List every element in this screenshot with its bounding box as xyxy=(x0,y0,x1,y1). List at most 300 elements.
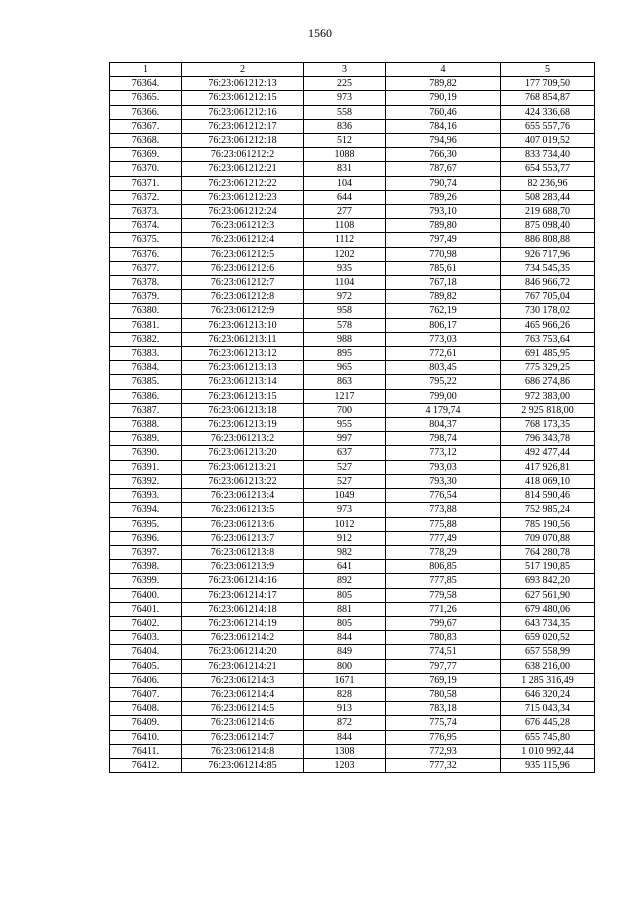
table-cell-col-3: 805 xyxy=(304,616,386,630)
table-cell-col-5: 796 343,78 xyxy=(501,432,595,446)
table-cell-col-5: 691 485,95 xyxy=(501,347,595,361)
table-cell-col-2: 76:23:061212:3 xyxy=(182,219,304,233)
table-cell-col-2: 76:23:061212:2 xyxy=(182,148,304,162)
table-cell-col-2: 76:23:061213:20 xyxy=(182,446,304,460)
table-cell-col-3: 863 xyxy=(304,375,386,389)
table-cell-col-2: 76:23:061214:6 xyxy=(182,716,304,730)
table-cell-col-2: 76:23:061213:12 xyxy=(182,347,304,361)
table-cell-col-4: 766,30 xyxy=(386,148,501,162)
table-cell-col-2: 76:23:061212:24 xyxy=(182,205,304,219)
table-cell-col-4: 776,54 xyxy=(386,489,501,503)
table-cell-col-3: 849 xyxy=(304,645,386,659)
table-cell-col-4: 773,12 xyxy=(386,446,501,460)
table-cell-col-2: 76:23:061213:10 xyxy=(182,318,304,332)
table-cell-col-5: 679 480,06 xyxy=(501,602,595,616)
table-cell-col-4: 793,10 xyxy=(386,205,501,219)
table-cell-col-1: 76370. xyxy=(110,162,182,176)
table-cell-col-5: 638 216,00 xyxy=(501,659,595,673)
table-cell-col-3: 805 xyxy=(304,588,386,602)
table-cell-col-1: 76374. xyxy=(110,219,182,233)
table-cell-col-1: 76386. xyxy=(110,389,182,403)
table-cell-col-1: 76395. xyxy=(110,517,182,531)
table-cell-col-5: 693 842,20 xyxy=(501,574,595,588)
table-cell-col-5: 219 688,70 xyxy=(501,205,595,219)
column-header-1: 1 xyxy=(110,63,182,77)
table-cell-col-3: 644 xyxy=(304,190,386,204)
table-row xyxy=(110,77,595,91)
table-row xyxy=(110,687,595,701)
table-cell-col-3: 828 xyxy=(304,687,386,701)
table-cell-col-1: 76398. xyxy=(110,560,182,574)
table-row xyxy=(110,105,595,119)
table-cell-col-1: 76399. xyxy=(110,574,182,588)
table-cell-col-4: 772,61 xyxy=(386,347,501,361)
table-cell-col-2: 76:23:061212:21 xyxy=(182,162,304,176)
table-cell-col-5: 767 705,04 xyxy=(501,290,595,304)
table-cell-col-2: 76:23:061212:15 xyxy=(182,91,304,105)
table-cell-col-2: 76:23:061214:7 xyxy=(182,730,304,744)
table-cell-col-4: 780,83 xyxy=(386,631,501,645)
table-row xyxy=(110,219,595,233)
table-cell-col-4: 789,82 xyxy=(386,77,501,91)
page-number: 1560 xyxy=(308,26,332,40)
table-cell-col-5: 764 280,78 xyxy=(501,545,595,559)
table-cell-col-5: 654 553,77 xyxy=(501,162,595,176)
table-cell-col-1: 76407. xyxy=(110,687,182,701)
table-cell-col-3: 988 xyxy=(304,332,386,346)
table-cell-col-5: 775 329,25 xyxy=(501,361,595,375)
table-cell-col-2: 76:23:061214:17 xyxy=(182,588,304,602)
table-cell-col-5: 972 383,00 xyxy=(501,389,595,403)
table-row xyxy=(110,517,595,531)
table-row xyxy=(110,702,595,716)
table-row xyxy=(110,730,595,744)
table-cell-col-3: 895 xyxy=(304,347,386,361)
table-cell-col-3: 973 xyxy=(304,91,386,105)
table-cell-col-5: 418 069,10 xyxy=(501,474,595,488)
table-cell-col-5: 465 966,26 xyxy=(501,318,595,332)
table-cell-col-5: 2 925 818,00 xyxy=(501,403,595,417)
table-row xyxy=(110,190,595,204)
table-cell-col-1: 76408. xyxy=(110,702,182,716)
table-cell-col-3: 844 xyxy=(304,631,386,645)
table-cell-col-3: 527 xyxy=(304,474,386,488)
table-cell-col-2: 76:23:061212:23 xyxy=(182,190,304,204)
table-cell-col-4: 799,00 xyxy=(386,389,501,403)
table-row xyxy=(110,276,595,290)
table-row xyxy=(110,474,595,488)
table-cell-col-2: 76:23:061213:6 xyxy=(182,517,304,531)
table-cell-col-5: 517 190,85 xyxy=(501,560,595,574)
table-cell-col-2: 76:23:061214:20 xyxy=(182,645,304,659)
table-cell-col-2: 76:23:061214:5 xyxy=(182,702,304,716)
table-cell-col-1: 76392. xyxy=(110,474,182,488)
table-row xyxy=(110,744,595,758)
table-cell-col-1: 76387. xyxy=(110,403,182,417)
table-cell-col-3: 700 xyxy=(304,403,386,417)
table-cell-col-2: 76:23:061214:16 xyxy=(182,574,304,588)
table-cell-col-3: 512 xyxy=(304,134,386,148)
table-row xyxy=(110,489,595,503)
table-row xyxy=(110,134,595,148)
table-row xyxy=(110,205,595,219)
table-cell-col-3: 913 xyxy=(304,702,386,716)
table-cell-col-5: 407 019,52 xyxy=(501,134,595,148)
table-cell-col-4: 803,45 xyxy=(386,361,501,375)
table-row xyxy=(110,389,595,403)
table-row xyxy=(110,318,595,332)
table-cell-col-4: 795,22 xyxy=(386,375,501,389)
table-cell-col-4: 790,19 xyxy=(386,91,501,105)
table-cell-col-2: 76:23:061212:6 xyxy=(182,261,304,275)
table-cell-col-4: 777,85 xyxy=(386,574,501,588)
column-header-5: 5 xyxy=(501,63,595,77)
table-cell-col-1: 76369. xyxy=(110,148,182,162)
table-cell-col-5: 709 070,88 xyxy=(501,531,595,545)
table-cell-col-1: 76400. xyxy=(110,588,182,602)
table-cell-col-1: 76379. xyxy=(110,290,182,304)
table-cell-col-4: 780,58 xyxy=(386,687,501,701)
table-cell-col-1: 76390. xyxy=(110,446,182,460)
table-cell-col-3: 1202 xyxy=(304,247,386,261)
table-cell-col-2: 76:23:061214:18 xyxy=(182,602,304,616)
table-row xyxy=(110,304,595,318)
table-cell-col-2: 76:23:061213:14 xyxy=(182,375,304,389)
table-cell-col-1: 76401. xyxy=(110,602,182,616)
table-cell-col-1: 76365. xyxy=(110,91,182,105)
table-cell-col-5: 833 734,40 xyxy=(501,148,595,162)
table-row xyxy=(110,361,595,375)
table-cell-col-5: 785 190,56 xyxy=(501,517,595,531)
table-cell-col-3: 831 xyxy=(304,162,386,176)
table-cell-col-1: 76375. xyxy=(110,233,182,247)
table-cell-col-1: 76406. xyxy=(110,673,182,687)
table-row xyxy=(110,91,595,105)
table-body xyxy=(110,77,595,773)
table-row xyxy=(110,574,595,588)
table-cell-col-4: 775,74 xyxy=(386,716,501,730)
table-cell-col-2: 76:23:061214:85 xyxy=(182,758,304,772)
table-cell-col-2: 76:23:061213:8 xyxy=(182,545,304,559)
table-cell-col-1: 76366. xyxy=(110,105,182,119)
table-row xyxy=(110,588,595,602)
table-cell-col-4: 804,37 xyxy=(386,418,501,432)
table-row xyxy=(110,531,595,545)
table-cell-col-5: 935 115,96 xyxy=(501,758,595,772)
table-cell-col-3: 1308 xyxy=(304,744,386,758)
table-cell-col-4: 789,80 xyxy=(386,219,501,233)
table-cell-col-3: 637 xyxy=(304,446,386,460)
table-cell-col-2: 76:23:061214:2 xyxy=(182,631,304,645)
table-row xyxy=(110,176,595,190)
table-cell-col-4: 775,88 xyxy=(386,517,501,531)
table-cell-col-1: 76367. xyxy=(110,119,182,133)
table-cell-col-3: 912 xyxy=(304,531,386,545)
table-cell-col-1: 76405. xyxy=(110,659,182,673)
table-cell-col-5: 686 274,86 xyxy=(501,375,595,389)
table-cell-col-3: 892 xyxy=(304,574,386,588)
table-cell-col-2: 76:23:061212:4 xyxy=(182,233,304,247)
table-cell-col-4: 762,19 xyxy=(386,304,501,318)
table-cell-col-2: 76:23:061212:16 xyxy=(182,105,304,119)
table-cell-col-3: 972 xyxy=(304,290,386,304)
table-cell-col-2: 76:23:061213:13 xyxy=(182,361,304,375)
table-cell-col-5: 814 590,46 xyxy=(501,489,595,503)
column-header-4: 4 xyxy=(386,63,501,77)
table-cell-col-3: 527 xyxy=(304,460,386,474)
table-cell-col-1: 76410. xyxy=(110,730,182,744)
table-cell-col-5: 763 753,64 xyxy=(501,332,595,346)
table-cell-col-5: 424 336,68 xyxy=(501,105,595,119)
table-cell-col-2: 76:23:061213:18 xyxy=(182,403,304,417)
table-cell-col-5: 655 745,80 xyxy=(501,730,595,744)
table-cell-col-2: 76:23:061213:4 xyxy=(182,489,304,503)
table-row xyxy=(110,432,595,446)
table-row xyxy=(110,403,595,417)
table-cell-col-3: 1671 xyxy=(304,673,386,687)
table-cell-col-1: 76381. xyxy=(110,318,182,332)
table-cell-col-2: 76:23:061212:9 xyxy=(182,304,304,318)
table-cell-col-1: 76409. xyxy=(110,716,182,730)
table-cell-col-1: 76397. xyxy=(110,545,182,559)
table-cell-col-3: 965 xyxy=(304,361,386,375)
table-cell-col-4: 790,74 xyxy=(386,176,501,190)
table-cell-col-1: 76402. xyxy=(110,616,182,630)
table-row xyxy=(110,119,595,133)
table-cell-col-4: 774,51 xyxy=(386,645,501,659)
table-cell-col-1: 76412. xyxy=(110,758,182,772)
table-cell-col-4: 784,16 xyxy=(386,119,501,133)
table-cell-col-1: 76394. xyxy=(110,503,182,517)
column-header-2: 2 xyxy=(182,63,304,77)
table-cell-col-1: 76378. xyxy=(110,276,182,290)
table-row xyxy=(110,261,595,275)
table-cell-col-1: 76385. xyxy=(110,375,182,389)
table-cell-col-1: 76383. xyxy=(110,347,182,361)
table-cell-col-5: 655 557,76 xyxy=(501,119,595,133)
table-cell-col-1: 76373. xyxy=(110,205,182,219)
table-cell-col-4: 793,03 xyxy=(386,460,501,474)
table-cell-col-2: 76:23:061213:7 xyxy=(182,531,304,545)
table-cell-col-2: 76:23:061213:9 xyxy=(182,560,304,574)
table-cell-col-1: 76371. xyxy=(110,176,182,190)
table-row xyxy=(110,716,595,730)
table-cell-col-4: 772,93 xyxy=(386,744,501,758)
table-cell-col-3: 225 xyxy=(304,77,386,91)
table-cell-col-3: 1049 xyxy=(304,489,386,503)
table-cell-col-2: 76:23:061214:3 xyxy=(182,673,304,687)
table-cell-col-1: 76393. xyxy=(110,489,182,503)
table-cell-col-1: 76388. xyxy=(110,418,182,432)
table-cell-col-3: 1203 xyxy=(304,758,386,772)
table-cell-col-3: 958 xyxy=(304,304,386,318)
cadastral-value-table xyxy=(109,62,595,773)
table-cell-col-2: 76:23:061213:5 xyxy=(182,503,304,517)
table-cell-col-4: 769,19 xyxy=(386,673,501,687)
table-cell-col-5: 768 173,35 xyxy=(501,418,595,432)
table-row xyxy=(110,375,595,389)
table-cell-col-2: 76:23:061213:2 xyxy=(182,432,304,446)
table-row xyxy=(110,347,595,361)
table-cell-col-4: 783,18 xyxy=(386,702,501,716)
table-cell-col-3: 1104 xyxy=(304,276,386,290)
table-cell-col-4: 806,85 xyxy=(386,560,501,574)
table-row xyxy=(110,418,595,432)
table-cell-col-5: 1 285 316,49 xyxy=(501,673,595,687)
table-cell-col-3: 277 xyxy=(304,205,386,219)
table-cell-col-3: 1012 xyxy=(304,517,386,531)
table-cell-col-5: 177 709,50 xyxy=(501,77,595,91)
table-cell-col-1: 76396. xyxy=(110,531,182,545)
table-cell-col-2: 76:23:061212:5 xyxy=(182,247,304,261)
table-cell-col-4: 789,26 xyxy=(386,190,501,204)
table-cell-col-1: 76368. xyxy=(110,134,182,148)
table-cell-col-4: 789,82 xyxy=(386,290,501,304)
table-cell-col-2: 76:23:061212:22 xyxy=(182,176,304,190)
table-cell-col-4: 785,61 xyxy=(386,261,501,275)
table-cell-col-4: 794,96 xyxy=(386,134,501,148)
table-cell-col-5: 875 098,40 xyxy=(501,219,595,233)
table-cell-col-1: 76411. xyxy=(110,744,182,758)
table-cell-col-4: 777,32 xyxy=(386,758,501,772)
table-cell-col-5: 492 477,44 xyxy=(501,446,595,460)
table-cell-col-2: 76:23:061214:8 xyxy=(182,744,304,758)
table-row xyxy=(110,545,595,559)
table-cell-col-1: 76372. xyxy=(110,190,182,204)
table-row xyxy=(110,645,595,659)
table-cell-col-3: 955 xyxy=(304,418,386,432)
table-cell-col-5: 508 283,44 xyxy=(501,190,595,204)
table-cell-col-5: 846 966,72 xyxy=(501,276,595,290)
table-cell-col-3: 558 xyxy=(304,105,386,119)
table-row xyxy=(110,659,595,673)
table-cell-col-4: 797,49 xyxy=(386,233,501,247)
column-header-3: 3 xyxy=(304,63,386,77)
table-cell-col-4: 760,46 xyxy=(386,105,501,119)
table-row xyxy=(110,162,595,176)
table-cell-col-4: 770,98 xyxy=(386,247,501,261)
table-cell-col-4: 779,58 xyxy=(386,588,501,602)
table-cell-col-5: 646 320,24 xyxy=(501,687,595,701)
table-cell-col-3: 1217 xyxy=(304,389,386,403)
table-cell-col-4: 4 179,74 xyxy=(386,403,501,417)
table-cell-col-3: 104 xyxy=(304,176,386,190)
table-cell-col-5: 752 985,24 xyxy=(501,503,595,517)
table-cell-col-4: 777,49 xyxy=(386,531,501,545)
table-row xyxy=(110,503,595,517)
table-cell-col-2: 76:23:061212:17 xyxy=(182,119,304,133)
table-cell-col-3: 973 xyxy=(304,503,386,517)
table-cell-col-2: 76:23:061213:22 xyxy=(182,474,304,488)
table-row xyxy=(110,148,595,162)
table-cell-col-3: 935 xyxy=(304,261,386,275)
table-cell-col-2: 76:23:061212:13 xyxy=(182,77,304,91)
table-cell-col-4: 776,95 xyxy=(386,730,501,744)
table-cell-col-1: 76382. xyxy=(110,332,182,346)
table-row xyxy=(110,631,595,645)
table-cell-col-1: 76364. xyxy=(110,77,182,91)
table-cell-col-4: 793,30 xyxy=(386,474,501,488)
table-cell-col-5: 643 734,35 xyxy=(501,616,595,630)
table-cell-col-4: 798,74 xyxy=(386,432,501,446)
header-row xyxy=(110,63,595,77)
table-cell-col-2: 76:23:061213:11 xyxy=(182,332,304,346)
table-row xyxy=(110,290,595,304)
table-cell-col-4: 787,67 xyxy=(386,162,501,176)
table-cell-col-3: 997 xyxy=(304,432,386,446)
table-row xyxy=(110,446,595,460)
table-cell-col-1: 76389. xyxy=(110,432,182,446)
table-cell-col-3: 881 xyxy=(304,602,386,616)
table-row xyxy=(110,560,595,574)
table-cell-col-3: 1108 xyxy=(304,219,386,233)
table-cell-col-4: 767,18 xyxy=(386,276,501,290)
table-cell-col-1: 76380. xyxy=(110,304,182,318)
table-cell-col-5: 657 558,99 xyxy=(501,645,595,659)
table-row xyxy=(110,758,595,772)
table-cell-col-2: 76:23:061212:8 xyxy=(182,290,304,304)
table-cell-col-4: 806,17 xyxy=(386,318,501,332)
table-cell-col-1: 76376. xyxy=(110,247,182,261)
table-cell-col-2: 76:23:061212:7 xyxy=(182,276,304,290)
table-cell-col-2: 76:23:061214:19 xyxy=(182,616,304,630)
table-cell-col-4: 778,29 xyxy=(386,545,501,559)
table-row xyxy=(110,247,595,261)
table-cell-col-3: 872 xyxy=(304,716,386,730)
table-cell-col-2: 76:23:061212:18 xyxy=(182,134,304,148)
table-row xyxy=(110,673,595,687)
table-cell-col-5: 768 854,87 xyxy=(501,91,595,105)
table-cell-col-5: 734 545,35 xyxy=(501,261,595,275)
table-cell-col-5: 715 043,34 xyxy=(501,702,595,716)
table-cell-col-5: 417 926,81 xyxy=(501,460,595,474)
table-cell-col-4: 773,03 xyxy=(386,332,501,346)
table-cell-col-3: 1088 xyxy=(304,148,386,162)
table-cell-col-4: 797,77 xyxy=(386,659,501,673)
table-cell-col-1: 76377. xyxy=(110,261,182,275)
table-cell-col-2: 76:23:061213:19 xyxy=(182,418,304,432)
table-cell-col-3: 982 xyxy=(304,545,386,559)
table-cell-col-3: 836 xyxy=(304,119,386,133)
table-cell-col-2: 76:23:061213:21 xyxy=(182,460,304,474)
table-cell-col-5: 676 445,28 xyxy=(501,716,595,730)
table-cell-col-1: 76404. xyxy=(110,645,182,659)
table-row xyxy=(110,602,595,616)
table-row xyxy=(110,460,595,474)
table-cell-col-4: 773,88 xyxy=(386,503,501,517)
table-cell-col-1: 76391. xyxy=(110,460,182,474)
table-cell-col-5: 627 561,90 xyxy=(501,588,595,602)
table-cell-col-3: 641 xyxy=(304,560,386,574)
table-cell-col-3: 844 xyxy=(304,730,386,744)
table-row xyxy=(110,332,595,346)
table-cell-col-2: 76:23:061214:21 xyxy=(182,659,304,673)
table-cell-col-3: 1112 xyxy=(304,233,386,247)
table-cell-col-5: 82 236,96 xyxy=(501,176,595,190)
table-cell-col-4: 799,67 xyxy=(386,616,501,630)
table-cell-col-5: 886 808,88 xyxy=(501,233,595,247)
table-cell-col-4: 771,26 xyxy=(386,602,501,616)
table-cell-col-3: 800 xyxy=(304,659,386,673)
table-cell-col-5: 730 178,02 xyxy=(501,304,595,318)
table-cell-col-3: 578 xyxy=(304,318,386,332)
table-cell-col-2: 76:23:061214:4 xyxy=(182,687,304,701)
table-cell-col-2: 76:23:061213:15 xyxy=(182,389,304,403)
table-cell-col-1: 76384. xyxy=(110,361,182,375)
table-row xyxy=(110,233,595,247)
table-cell-col-5: 1 010 992,44 xyxy=(501,744,595,758)
table-cell-col-5: 926 717,96 xyxy=(501,247,595,261)
